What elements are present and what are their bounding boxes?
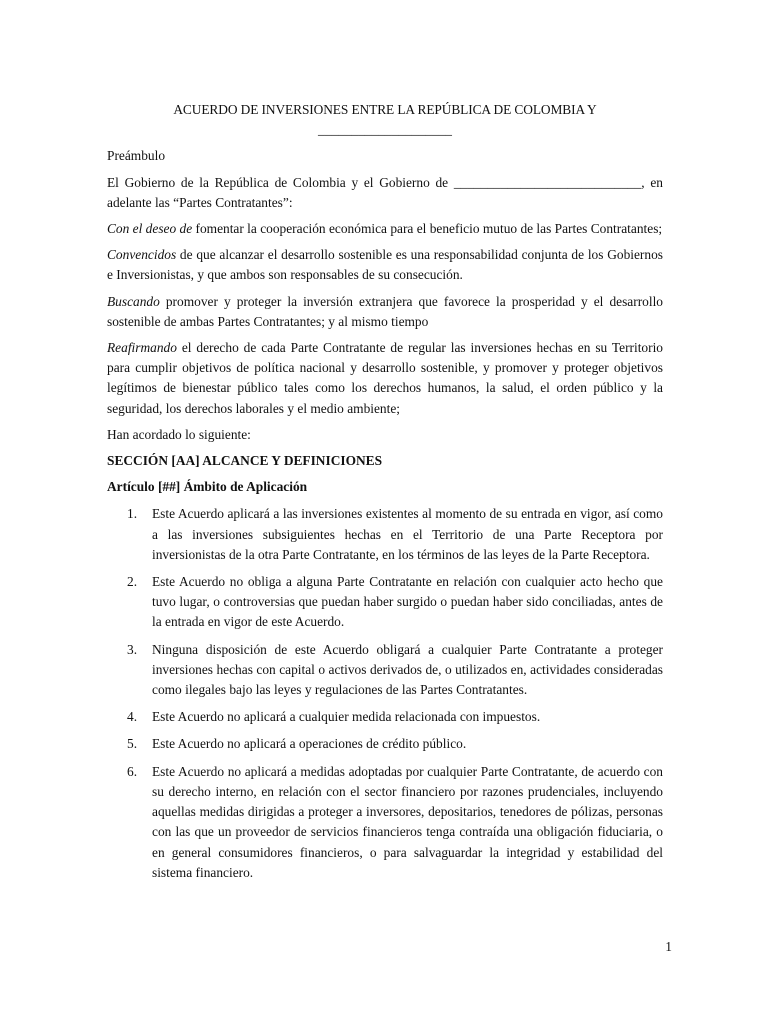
title-blank-line: ____________________ <box>318 122 452 138</box>
list-item <box>107 762 663 883</box>
item-text: Este Acuerdo no aplicará a cualquier medida relacionada con impuestos. <box>152 709 541 725</box>
article-heading: Artículo [##] Ámbito de Aplicación <box>107 479 308 495</box>
item-number: 2. <box>127 574 138 590</box>
agreed-paragraph: Han acordado lo siguiente: <box>107 426 251 442</box>
recital-paragraph <box>107 292 663 332</box>
list-item <box>107 707 663 727</box>
recital-text: fomentar la cooperación económica para el beneficio mutuo de las Partes Contratantes; <box>192 221 663 237</box>
list-item <box>107 504 663 565</box>
item-number: 6. <box>127 763 138 779</box>
preamble-heading: Preámbulo <box>107 148 166 164</box>
item-text: Este Acuerdo aplicará a las inversiones existentes al momento de su entrada en vigor, así como a las inversiones subsiguientes hechas en el Territorio de una Parte Receptora por inversionistas de la otra Parte Contratante, en los términos de las leyes de la Parte Receptora. <box>152 506 663 562</box>
page-number: 1 <box>665 939 672 954</box>
article-items-list <box>107 504 663 882</box>
item-text: Este Acuerdo no aplicará a operaciones de crédito público. <box>152 736 467 752</box>
recital-text: de que alcanzar el desarrollo sostenible es una responsabilidad conjunta de los Gobiernos e Inversionistas, y que ambos son responsables de su consecución. <box>107 247 663 283</box>
recital-paragraph <box>107 338 663 419</box>
item-text: Este Acuerdo no obliga a alguna Parte Contratante en relación con cualquier acto hecho que tuvo lugar, o controversias que puedan haber surgido o puedan haber sido conciliadas, antes de la entrada en vigor de este Acuerdo. <box>152 574 663 630</box>
intro-paragraph: El Gobierno de la República de Colombia y el Gobierno de ____________________________, en adelante las “Partes Contratantes”: <box>107 174 663 210</box>
recital-paragraph <box>107 219 663 239</box>
item-text: Este Acuerdo no aplicará a medidas adoptadas por cualquier Parte Contratante, de acuerdo con su derecho interno, en relación con el sector financiero por razones prudenciales, incluyendo aquellas medidas dirigidas a proteger a inversores, depositarios, tenedores de pólizas, personas con las que un proveedor de servicios financieros tenga contraída una obligación fiduciaria, o en general consumidores financieros, o para salvaguardar la integridad y estabilidad del sistema financiero. <box>152 763 663 880</box>
item-text: Ninguna disposición de este Acuerdo obligará a cualquier Parte Contratante a proteger inversiones hechas con capital o activos derivados de, o utilizados en, actividades consideradas como ilegales bajo las leyes y regulaciones de las Partes Contratantes. <box>152 641 663 698</box>
recital-text: el derecho de cada Parte Contratante de regular las inversiones hechas en su Territorio para cumplir objetivos de política nacional y desarrollo sostenible, y promover y proteger objetivos legítimos de bienestar público tales como los derechos humanos, la salud, el orden público y la seguridad, los derechos laborales y el medio ambiente; <box>107 340 663 416</box>
list-item <box>107 640 663 701</box>
recital-lead: Con el deseo de <box>107 221 193 237</box>
list-item <box>107 734 663 754</box>
recital-paragraph <box>107 245 663 285</box>
recital-lead: Buscando <box>107 293 160 309</box>
section-heading: SECCIÓN [AA] ALCANCE Y DEFINICIONES <box>107 453 383 469</box>
item-number: 5. <box>127 736 138 752</box>
item-number: 4. <box>127 709 138 725</box>
document-body <box>107 100 663 890</box>
recital-text: promover y proteger la inversión extranjera que favorece la prosperidad y el desarrollo sostenible de ambas Partes Contratantes; y al mismo tiempo <box>107 293 663 329</box>
item-number: 1. <box>127 506 138 522</box>
recital-lead: Convencidos <box>107 247 177 263</box>
item-number: 3. <box>127 641 138 657</box>
list-item <box>107 572 663 633</box>
document-title: ACUERDO DE INVERSIONES ENTRE LA REPÚBLICA DE COLOMBIA Y <box>173 102 597 117</box>
recital-lead: Reafirmando <box>107 340 177 356</box>
